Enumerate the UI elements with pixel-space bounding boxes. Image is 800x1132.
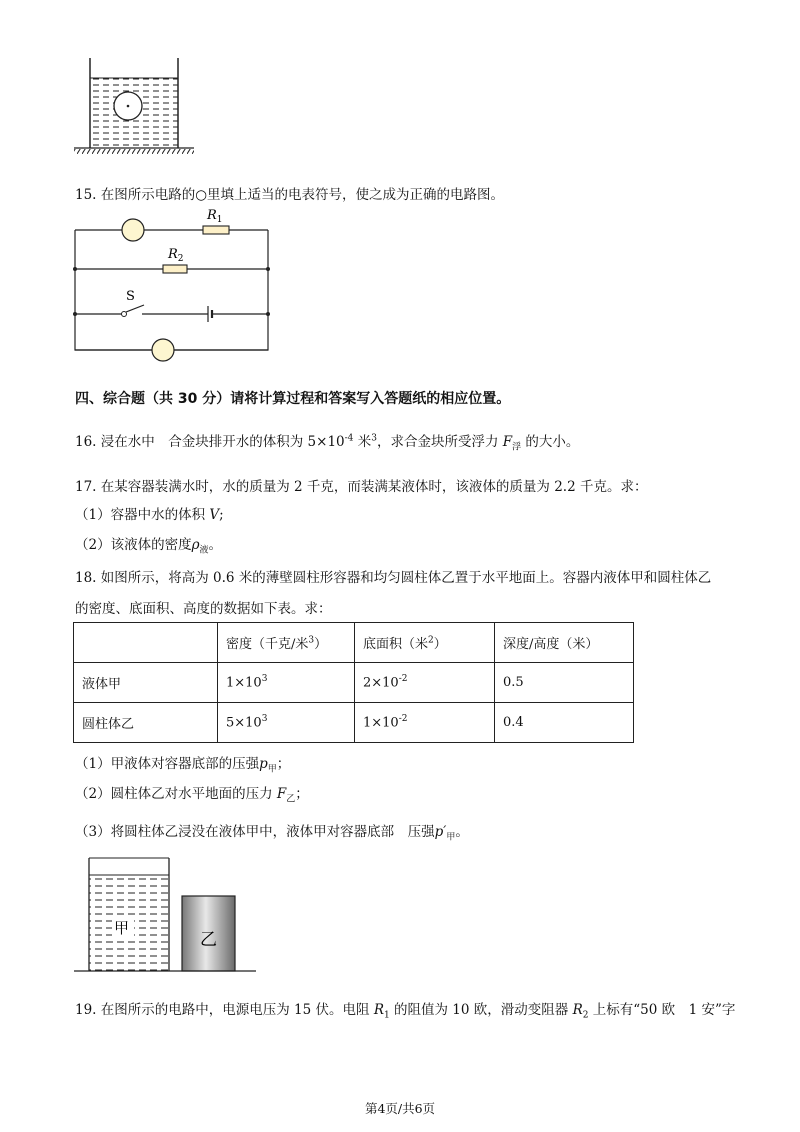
- q17-part2: （2）该液体的密度$\rho_液$。: [75, 537, 223, 556]
- q18-line2: 的密度、底面积、高度的数据如下表。求：: [75, 601, 332, 617]
- resistor-r2: [163, 265, 187, 273]
- circuit-diagram: [70, 202, 275, 362]
- q16-text: 16. 浸在水中 合金块排开水的体积为 $5\times 10^{-4}$ 米$^3$，求合金块所受浮力 $F_浮$ 的大小。: [75, 433, 580, 453]
- table-header-row: 密度（千克/米$^3$） 底面积（米$^2$） 深度/高度（米）: [74, 623, 634, 663]
- data-table: [73, 622, 634, 743]
- q18-line1: 18. 如图所示，将高为 0.6 米的薄壁圆柱形容器和均匀圆柱体乙置于水平地面上。容器内液体甲和圆柱体乙: [75, 570, 712, 586]
- r2-label: $R_2$: [168, 247, 184, 264]
- r1-label: $R_1$: [207, 208, 223, 225]
- meter-slot-bottom: [152, 339, 174, 361]
- switch-label: S: [126, 289, 135, 304]
- resistor-r1: [203, 226, 229, 234]
- q18-part1: （1）甲液体对容器底部的压强$p_甲$；: [75, 756, 291, 775]
- q17-text: 17. 在某容器装满水时，水的质量为 2 千克，而装满某液体时，该液体的质量为 2.2 千克。求：: [75, 479, 648, 495]
- table-row: 圆柱体乙 $5\times 10^3$ $1\times 10^{-2}$ 0.4: [74, 703, 634, 743]
- q18-part3: （3）将圆柱体乙浸没在液体甲中，液体甲对容器底部 压强$p'_甲$。: [75, 824, 469, 843]
- liquid-label: 甲: [114, 919, 130, 937]
- page-number: 第4页/共6页: [364, 1101, 436, 1116]
- q18-part2: （2）圆柱体乙对水平地面的压力 $F_乙$；: [75, 786, 309, 805]
- float-ball-figure: [72, 58, 197, 158]
- cylinder-label: 乙: [200, 930, 217, 950]
- q17-part1: （1）容器中水的体积 V;: [75, 507, 224, 523]
- table-row: 液体甲 $1\times 10^3$ $2\times 10^{-2}$ 0.5: [74, 663, 634, 703]
- q15-text: 15. 在图所示电路的○里填上适当的电表符号，使之成为正确的电路图。: [75, 187, 505, 203]
- q19-text: 19. 在图所示的电路中，电源电压为 15 伏。电阻 $R_1$ 的阻值为 10 欧，滑动变阻器 $R_2$ 上标有“50 欧 1 安”字: [75, 1002, 736, 1021]
- section-heading: 四、综合题（共 30 分）请将计算过程和答案写入答题纸的相应位置。: [75, 391, 511, 407]
- container-cylinder-figure: [72, 855, 262, 975]
- meter-slot-top: [122, 219, 144, 241]
